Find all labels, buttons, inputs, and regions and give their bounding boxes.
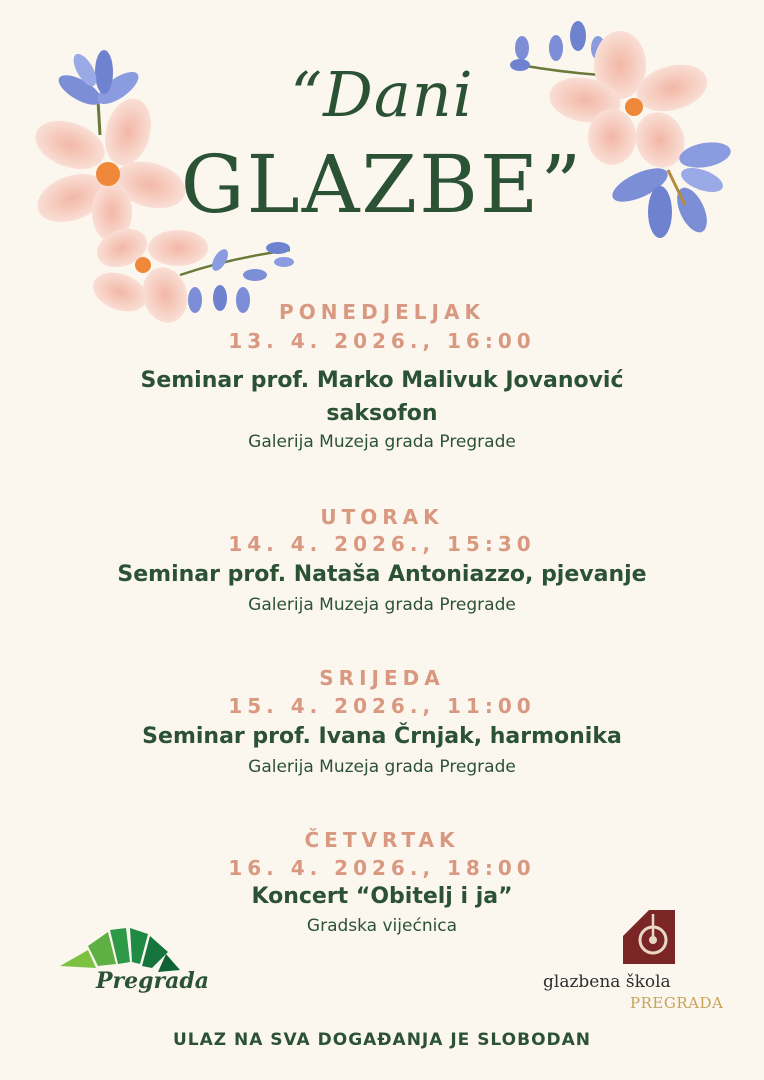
- music-school-logo-icon: [623, 910, 675, 964]
- event-title: Seminar prof. Ivana Črnjak, harmonika: [142, 724, 622, 749]
- event-title: Seminar prof. Nataša Antoniazzo, pjevanje: [117, 562, 647, 587]
- poster-title-line1: “Dani: [290, 58, 474, 131]
- event-title: Koncert “Obitelj i ja”: [251, 884, 513, 909]
- event-location: Galerija Muzeja grada Pregrade: [248, 757, 516, 777]
- event-datetime: 16. 4. 2026., 18:00: [228, 856, 536, 880]
- event-location: Galerija Muzeja grada Pregrade: [248, 432, 516, 452]
- event-datetime: 13. 4. 2026., 16:00: [228, 329, 536, 353]
- music-school-name: glazbena škola: [543, 972, 671, 992]
- event-day: ČETVRTAK: [304, 828, 460, 852]
- music-school-town: PREGRADA: [630, 994, 724, 1012]
- event-title: Seminar prof. Marko Malivuk Jovanović: [140, 368, 624, 393]
- event-location: Galerija Muzeja grada Pregrade: [248, 595, 516, 615]
- event-day: PONEDJELJAK: [279, 300, 485, 324]
- event-datetime: 14. 4. 2026., 15:30: [228, 532, 536, 556]
- event-datetime: 15. 4. 2026., 11:00: [228, 694, 536, 718]
- pregrada-logo-text: Pregrada: [96, 968, 209, 994]
- event-day: UTORAK: [320, 505, 444, 529]
- event-location: Gradska vijećnica: [306, 916, 458, 936]
- poster-title-line2: GLAZBE”: [180, 138, 584, 231]
- free-entry-note: ULAZ NA SVA DOGAĐANJA JE SLOBODAN: [172, 1030, 592, 1050]
- event-title-cont: saksofon: [326, 401, 438, 426]
- event-day: SRIJEDA: [319, 666, 445, 690]
